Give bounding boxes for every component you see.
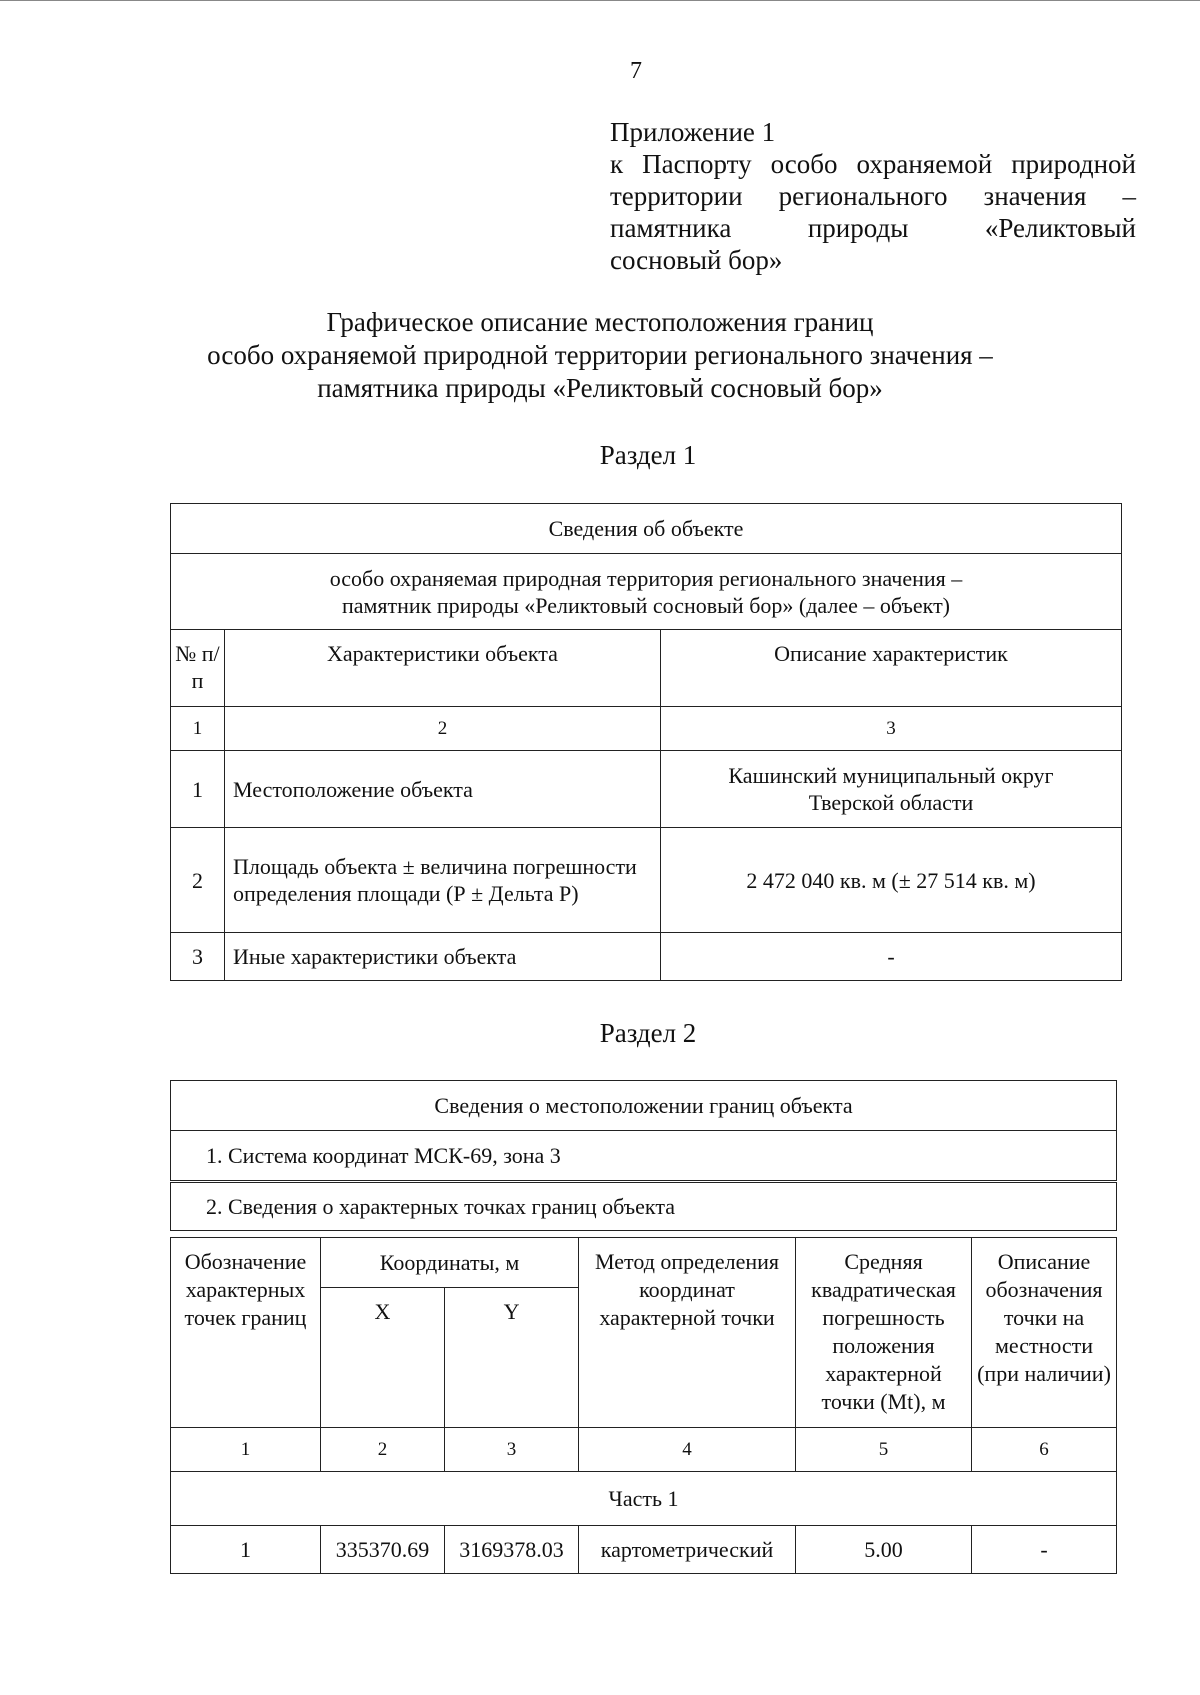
boundary-info-header [170, 1080, 1117, 1181]
column-number: 4 [579, 1428, 796, 1472]
location-cell: - [972, 1526, 1117, 1574]
appendix-line: территории регионального значения – [610, 181, 1136, 211]
column-number: 3 [445, 1428, 579, 1472]
row-number: 1 [171, 751, 225, 828]
appendix-line: сосновый бор» [610, 245, 783, 275]
section-1-heading: Раздел 1 [599, 440, 697, 470]
object-name-line: памятник природы «Реликтовый сосновый бор» (далее – объект) [341, 592, 951, 618]
table-row [171, 828, 1122, 933]
page-number: 7 [630, 58, 642, 84]
column-number: 1 [171, 1428, 321, 1472]
title-line: особо охраняемой природной территории регионального значения – [207, 340, 993, 370]
description-cell: Кашинский муниципальный округ Тверской области [661, 751, 1122, 828]
point-number: 1 [171, 1526, 321, 1574]
description-cell: - [661, 933, 1122, 981]
table-row [171, 751, 1122, 828]
column-number: 2 [225, 707, 661, 751]
column-header-description: Описание характеристик [661, 630, 1122, 707]
row-number: 2 [171, 828, 225, 933]
column-header-error: Средняя квадратическая погрешность положения характерной точки (Mt), м [796, 1238, 972, 1428]
coordinate-system: 1. Система координат МСК-69, зона 3 [171, 1131, 1117, 1181]
points-info: 2. Сведения о характерных точках границ объекта [171, 1183, 1117, 1231]
boundary-points-table [170, 1237, 1117, 1574]
column-number: 6 [972, 1428, 1117, 1472]
method-cell: картометрический [579, 1526, 796, 1574]
table-header: Сведения об объекте [171, 504, 1122, 554]
characteristic-cell: Площадь объекта ± величина погрешности определения площади (Р ± Дельта Р) [225, 828, 661, 933]
coordinate-y: 3169378.03 [445, 1526, 579, 1574]
document-title [150, 306, 1050, 405]
object-name-line: особо охраняемая природная территория регионального значения – [329, 565, 963, 591]
column-header-method: Метод определения координат характерной точки [579, 1238, 796, 1428]
column-header-designation: Обозначение характерных точек границ [171, 1238, 321, 1428]
column-header-no: № п/п [171, 630, 225, 707]
column-number: 5 [796, 1428, 972, 1472]
object-name-cell [171, 554, 1122, 630]
column-number: 1 [171, 707, 225, 751]
column-number: 3 [661, 707, 1122, 751]
description-cell: 2 472 040 кв. м (± 27 514 кв. м) [661, 828, 1122, 933]
part-label: Часть 1 [171, 1472, 1117, 1526]
coordinate-x: 335370.69 [321, 1526, 445, 1574]
appendix-block [610, 116, 1136, 276]
table-row [171, 933, 1122, 981]
column-header-y: Y [445, 1288, 579, 1428]
table-row [171, 1526, 1117, 1574]
boundary-header: Сведения о местоположении границ объекта [171, 1081, 1117, 1131]
scan-top-edge [0, 0, 1200, 1]
characteristic-cell: Местоположение объекта [225, 751, 661, 828]
appendix-line: памятника природы «Реликтовый [610, 213, 1136, 243]
title-line: Графическое описание местоположения границ [326, 307, 874, 337]
appendix-label: Приложение 1 [610, 117, 776, 147]
error-cell: 5.00 [796, 1526, 972, 1574]
column-header-coordinates: Координаты, м [321, 1238, 579, 1288]
column-header-x: X [321, 1288, 445, 1428]
appendix-line: к Паспорту особо охраняемой природной [610, 149, 1136, 179]
column-number: 2 [321, 1428, 445, 1472]
section-2-heading: Раздел 2 [599, 1018, 697, 1048]
title-line: памятника природы «Реликтовый сосновый бор» [317, 373, 883, 403]
object-info-table [170, 503, 1122, 981]
row-number: 3 [171, 933, 225, 981]
characteristic-cell: Иные характеристики объекта [225, 933, 661, 981]
column-header-location: Описание обозначения точки на местности (при наличии) [972, 1238, 1117, 1428]
column-header-characteristics: Характеристики объекта [225, 630, 661, 707]
points-info-header [170, 1182, 1117, 1231]
